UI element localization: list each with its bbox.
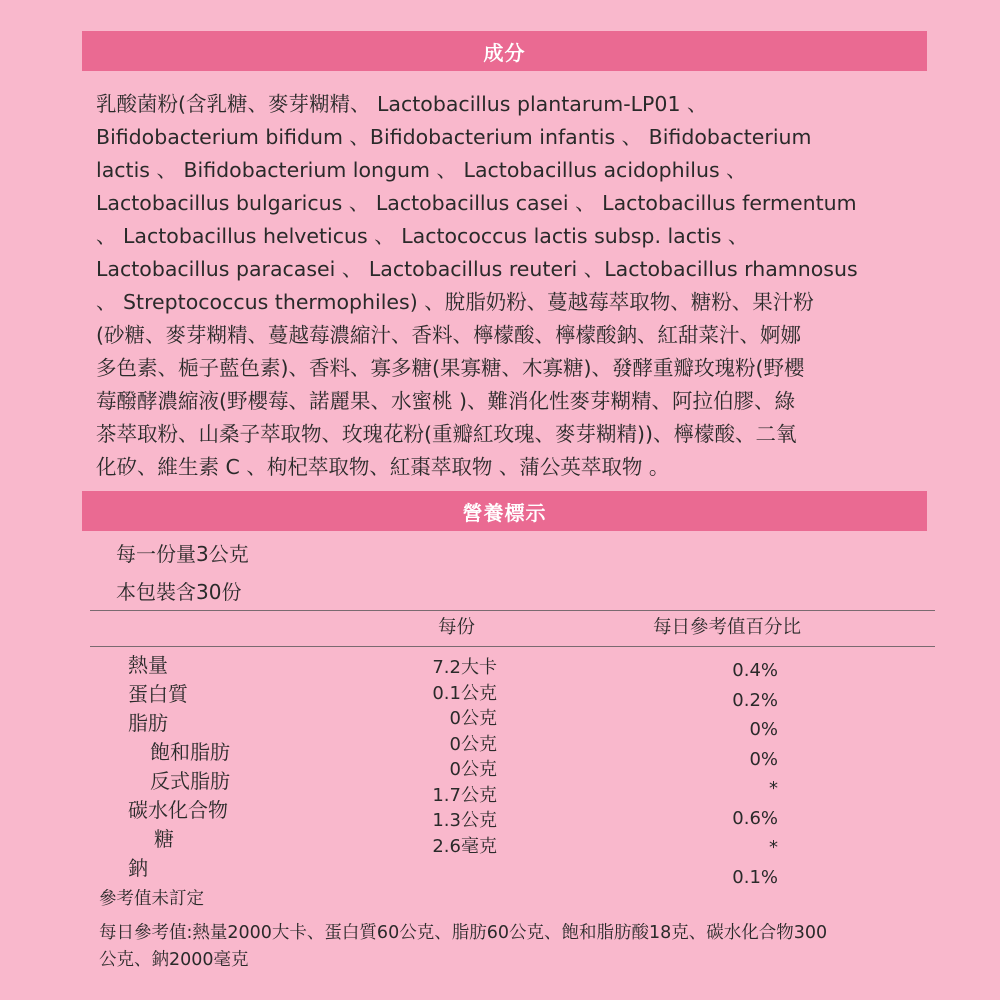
- table-divider-header: [90, 646, 935, 647]
- nutrient-name: 蛋白質: [128, 682, 188, 706]
- column-header-daily-value: 每日參考值百分比: [653, 617, 802, 638]
- ingredients-line: Lactobacillus bulgaricus 、 Lactobacillus casei 、 Lactobacillus fermentum: [96, 191, 857, 215]
- nutrient-names: [128, 651, 230, 883]
- nutrient-name: 脂肪: [128, 711, 168, 735]
- daily-value-percent: 0.1%: [732, 866, 778, 888]
- ingredients-line: 、 Streptococcus thermophiles) 、脫脂奶粉、蔓越莓萃取物、糖粉、果汁粉: [96, 290, 814, 314]
- serving-size: 每一份量3公克: [116, 542, 249, 566]
- ingredients-line: 多色素、梔子藍色素)、香料、寡多糖(果寡糖、木寡糖)、發酵重瓣玫瑰粉(野櫻: [96, 356, 805, 380]
- ingredients-header: 成分: [82, 31, 927, 71]
- footnote: 參考值未訂定: [99, 889, 204, 909]
- table-divider-top: [90, 610, 935, 611]
- ingredients-line: Lactobacillus paracasei 、 Lactobacillus reuteri 、Lactobacillus rhamnosus: [96, 257, 858, 281]
- daily-value-percentages: [700, 656, 778, 892]
- ingredients-line: (砂糖、麥芽糊精、蔓越莓濃縮汁、香料、檸檬酸、檸檬酸鈉、紅甜菜汁、婀娜: [96, 323, 801, 347]
- daily-value-percent: *: [769, 837, 778, 858]
- nutrition-header: 營養標示: [82, 491, 927, 531]
- per-serving-values: [425, 655, 497, 859]
- daily-reference-note: [99, 920, 939, 974]
- per-serving-value: 2.6毫克: [432, 835, 497, 857]
- per-serving-value: 0公克: [449, 733, 497, 755]
- per-serving-value: 7.2大卡: [432, 657, 497, 678]
- nutrient-name: 反式脂肪: [150, 769, 230, 793]
- per-serving-value: 0公克: [449, 708, 497, 729]
- ingredients-line: 、 Lactobacillus helveticus 、 Lactococcus lactis subsp. lactis 、: [96, 224, 749, 248]
- nutrient-name: 碳水化合物: [128, 798, 228, 822]
- daily-value-percent: 0%: [749, 748, 778, 770]
- ingredients-line: lactis 、 Bifidobacterium longum 、 Lactobacillus acidophilus 、: [96, 158, 747, 182]
- per-serving-value: 1.7公克: [432, 784, 497, 806]
- nutrient-name: 飽和脂肪: [150, 740, 230, 764]
- ingredients-line: 乳酸菌粉(含乳糖、麥芽糊精、 Lactobacillus plantarum-LP01 、: [96, 92, 708, 116]
- nutrient-name: 糖: [154, 827, 174, 851]
- ingredients-line: 化矽、維生素 C 、枸杞萃取物、紅棗萃取物 、蒲公英萃取物 。: [96, 455, 670, 479]
- daily-value-percent: *: [769, 778, 778, 799]
- ingredients-line: 莓醱酵濃縮液(野櫻莓、諾麗果、水蜜桃 )、難消化性麥芽糊精、阿拉伯膠、綠: [96, 389, 796, 413]
- per-serving-value: 0.1公克: [432, 682, 497, 704]
- ingredients-text: [96, 88, 936, 484]
- per-serving-value: 1.3公克: [432, 810, 497, 831]
- nutrient-name: 熱量: [128, 653, 168, 677]
- ingredients-line: 茶萃取粉、山桑子萃取物、玫瑰花粉(重瓣紅玫瑰、麥芽糊精))、檸檬酸、二氧: [96, 422, 797, 446]
- per-serving-value: 0公克: [449, 759, 497, 780]
- column-header-per-serving: 每份: [438, 617, 476, 638]
- daily-reference-line: 每日參考值:熱量2000大卡、蛋白質60公克、脂肪60公克、飽和脂肪酸18克、碳水化合物300: [99, 923, 828, 943]
- daily-reference-line: 公克、鈉2000毫克: [99, 950, 249, 970]
- ingredients-line: Bifidobacterium bifidum 、Bifidobacterium infantis 、 Bifidobacterium: [96, 125, 812, 149]
- daily-value-percent: 0.4%: [732, 660, 778, 681]
- servings-per-pack: 本包裝含30份: [116, 580, 242, 604]
- daily-value-percent: 0%: [749, 719, 778, 740]
- daily-value-percent: 0.6%: [732, 807, 778, 829]
- nutrient-name: 鈉: [128, 856, 148, 880]
- daily-value-percent: 0.2%: [732, 689, 778, 711]
